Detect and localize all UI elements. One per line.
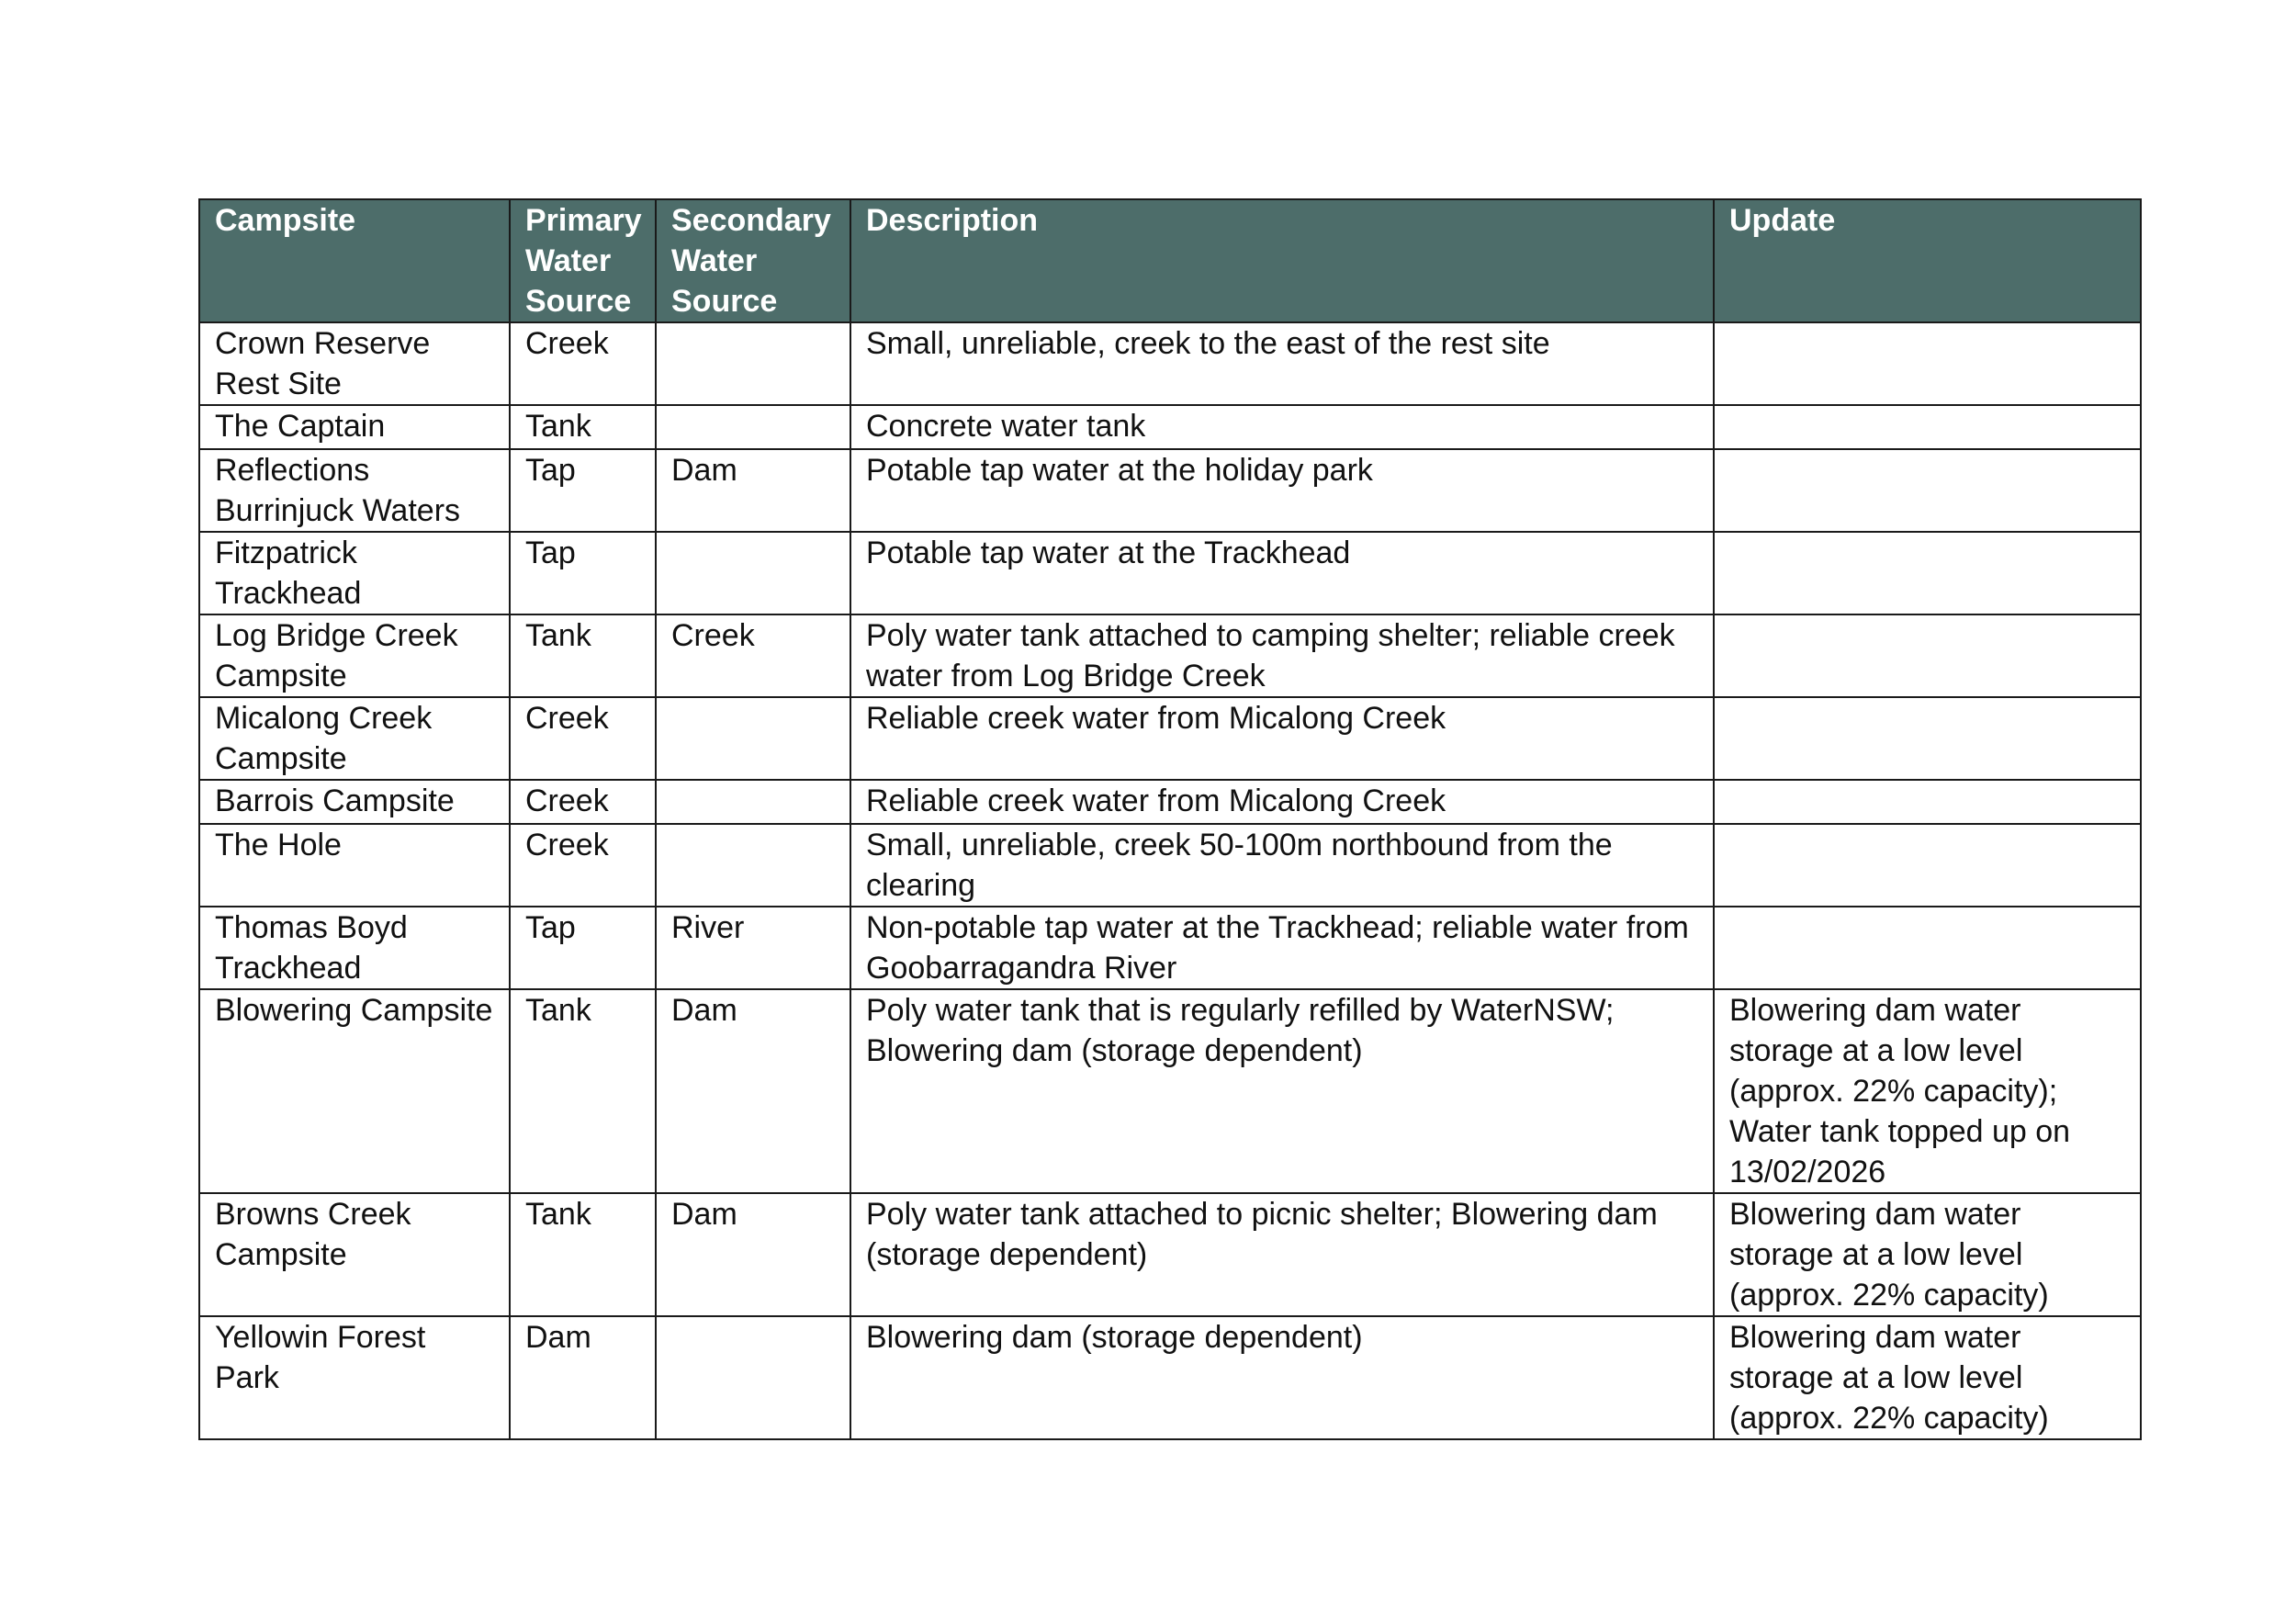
cell-primary-source: Tank [510, 614, 656, 697]
cell-campsite: Thomas Boyd Trackhead [199, 907, 510, 989]
cell-campsite: Yellowin Forest Park [199, 1316, 510, 1439]
cell-campsite: The Captain [199, 405, 510, 449]
cell-primary-source: Tap [510, 907, 656, 989]
cell-update [1714, 449, 2141, 532]
cell-campsite: Barrois Campsite [199, 780, 510, 824]
cell-update: Blowering dam water storage at a low level (approx. 22% capacity) [1714, 1193, 2141, 1316]
header-primary-water-source: Primary Water Source [510, 199, 656, 322]
cell-primary-source: Tap [510, 449, 656, 532]
table-row [199, 614, 2141, 697]
cell-update: Blowering dam water storage at a low level (approx. 22% capacity) [1714, 1316, 2141, 1439]
cell-description: Potable tap water at the Trackhead [850, 532, 1714, 614]
cell-description: Concrete water tank [850, 405, 1714, 449]
cell-secondary-source: Dam [656, 449, 850, 532]
cell-campsite: Reflections Burrinjuck Waters [199, 449, 510, 532]
cell-description: Non-potable tap water at the Trackhead; reliable water from Goobarragandra River [850, 907, 1714, 989]
table-row [199, 1193, 2141, 1316]
table-header [199, 199, 2141, 322]
table-row [199, 449, 2141, 532]
cell-secondary-source [656, 322, 850, 405]
cell-campsite: Browns Creek Campsite [199, 1193, 510, 1316]
header-row [199, 199, 2141, 322]
cell-primary-source: Dam [510, 1316, 656, 1439]
cell-secondary-source: River [656, 907, 850, 989]
header-campsite: Campsite [199, 199, 510, 322]
cell-campsite: Crown Reserve Rest Site [199, 322, 510, 405]
header-update: Update [1714, 199, 2141, 322]
cell-campsite: The Hole [199, 824, 510, 907]
cell-update: Blowering dam water storage at a low level (approx. 22% capacity); Water tank topped up on 13/02/2026 [1714, 989, 2141, 1193]
table-body [199, 322, 2141, 1439]
cell-secondary-source: Dam [656, 1193, 850, 1316]
cell-update [1714, 532, 2141, 614]
cell-primary-source: Tank [510, 1193, 656, 1316]
cell-update [1714, 697, 2141, 780]
cell-primary-source: Creek [510, 322, 656, 405]
table-row [199, 989, 2141, 1193]
table-row [199, 697, 2141, 780]
cell-primary-source: Creek [510, 697, 656, 780]
cell-secondary-source: Dam [656, 989, 850, 1193]
table-row [199, 1316, 2141, 1439]
cell-update [1714, 614, 2141, 697]
cell-secondary-source [656, 780, 850, 824]
header-secondary-water-source: Secondary Water Source [656, 199, 850, 322]
water-sources-table [198, 198, 2142, 1440]
cell-update [1714, 780, 2141, 824]
cell-description: Poly water tank attached to picnic shelter; Blowering dam (storage dependent) [850, 1193, 1714, 1316]
cell-campsite: Micalong Creek Campsite [199, 697, 510, 780]
cell-description: Reliable creek water from Micalong Creek [850, 697, 1714, 780]
table-row [199, 780, 2141, 824]
cell-campsite: Fitzpatrick Trackhead [199, 532, 510, 614]
table-row [199, 322, 2141, 405]
cell-description: Blowering dam (storage dependent) [850, 1316, 1714, 1439]
cell-campsite: Log Bridge Creek Campsite [199, 614, 510, 697]
table-row [199, 532, 2141, 614]
cell-update [1714, 322, 2141, 405]
cell-secondary-source [656, 824, 850, 907]
header-description: Description [850, 199, 1714, 322]
cell-update [1714, 907, 2141, 989]
cell-primary-source: Creek [510, 824, 656, 907]
cell-description: Poly water tank attached to camping shelter; reliable creek water from Log Bridge Creek [850, 614, 1714, 697]
cell-description: Small, unreliable, creek 50-100m northbound from the clearing [850, 824, 1714, 907]
cell-primary-source: Tap [510, 532, 656, 614]
table-row [199, 907, 2141, 989]
cell-update [1714, 405, 2141, 449]
cell-primary-source: Tank [510, 989, 656, 1193]
table-row [199, 824, 2141, 907]
table-row [199, 405, 2141, 449]
cell-primary-source: Creek [510, 780, 656, 824]
cell-secondary-source [656, 1316, 850, 1439]
cell-secondary-source: Creek [656, 614, 850, 697]
cell-primary-source: Tank [510, 405, 656, 449]
cell-secondary-source [656, 405, 850, 449]
cell-update [1714, 824, 2141, 907]
cell-description: Poly water tank that is regularly refilled by WaterNSW; Blowering dam (storage dependent) [850, 989, 1714, 1193]
cell-secondary-source [656, 532, 850, 614]
cell-description: Small, unreliable, creek to the east of the rest site [850, 322, 1714, 405]
cell-secondary-source [656, 697, 850, 780]
cell-campsite: Blowering Campsite [199, 989, 510, 1193]
cell-description: Potable tap water at the holiday park [850, 449, 1714, 532]
cell-description: Reliable creek water from Micalong Creek [850, 780, 1714, 824]
